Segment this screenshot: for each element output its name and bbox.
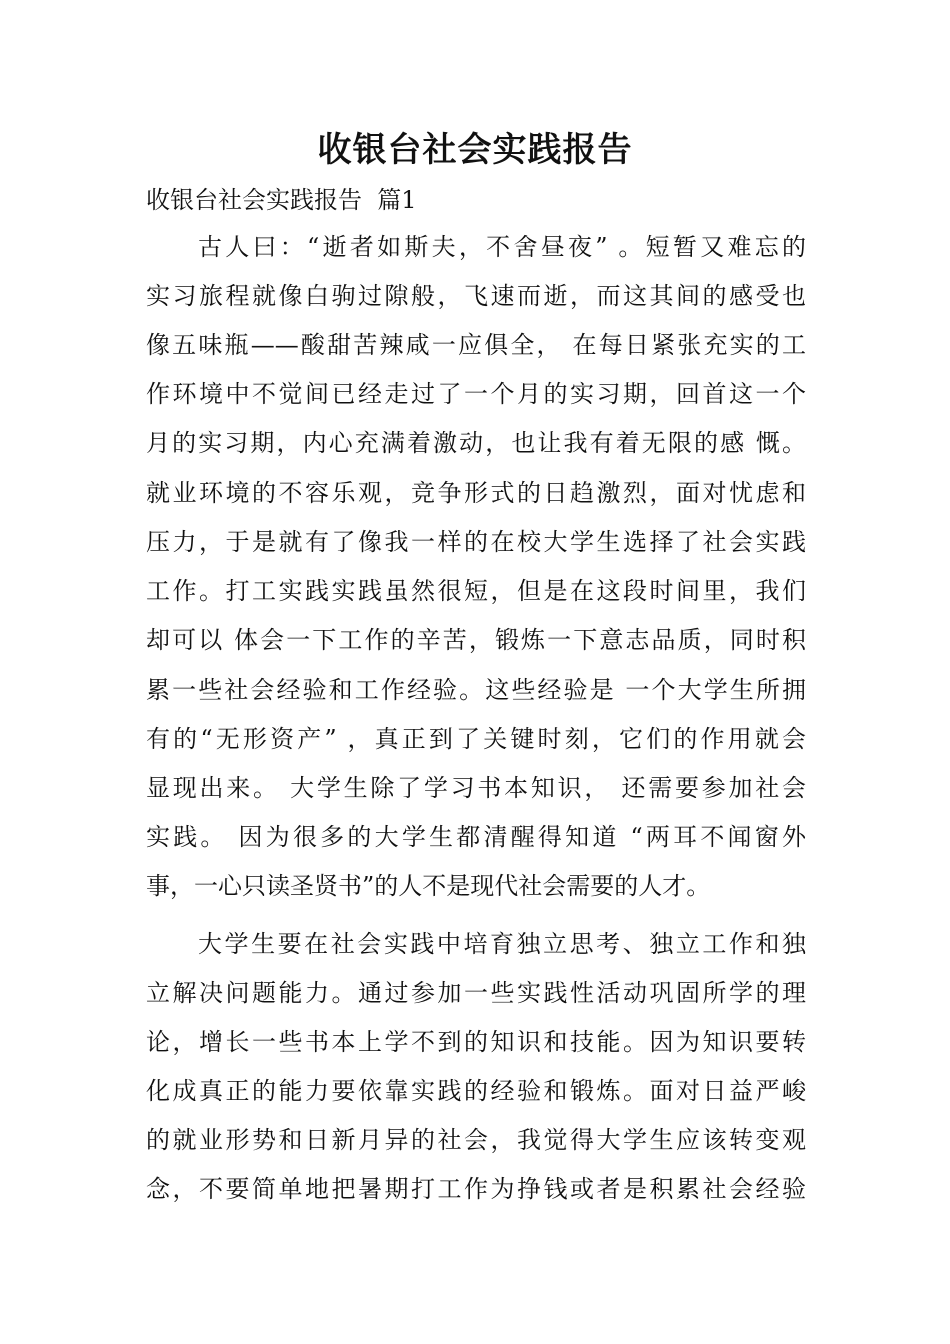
paragraph-line: 念，不要简单地把暑期打工作为挣钱或者是积累社会经验 [146, 1175, 806, 1203]
paragraph-line: 事，一心只读圣贤书”的人不是现代社会需要的人才。 [146, 872, 711, 900]
paragraph-line: 工作。打工实践实践虽然很短，但是在这段时间里，我们 [146, 577, 806, 605]
paragraph-line: 显现出来。 大学生除了学习书本知识， 还需要参加社会 [146, 774, 806, 802]
paragraph-line: 压力，于是就有了像我一样的在校大学生选择了社会实践 [146, 528, 806, 556]
paragraph-line: 作环境中不觉间已经走过了一个月的实习期，回首这一个 [146, 380, 806, 408]
document-title: 收银台社会实践报告 [317, 130, 633, 170]
paragraph-line: 实践。 因为很多的大学生都清醒得知道 “两耳不闻窗外 [146, 823, 806, 851]
paragraph-line: 累一些社会经验和工作经验。这些经验是 一个大学生所拥 [146, 676, 806, 704]
paragraph-line: 像五味瓶——酸甜苦辣咸一应俱全， 在每日紧张充实的工 [146, 331, 806, 359]
paragraph-line: 就业环境的不容乐观，竞争形式的日趋激烈，面对忧虑和 [146, 479, 806, 507]
paragraph-line: 古人曰：“逝者如斯夫，不舍昼夜” 。短暂又难忘的 [198, 233, 806, 261]
paragraph-line: 立解决问题能力。通过参加一些实践性活动巩固所学的理 [146, 979, 806, 1007]
paragraph-line: 的就业形势和日新月异的社会，我觉得大学生应该转变观 [146, 1126, 806, 1154]
paragraph-line: 化成真正的能力要依靠实践的经验和锻炼。面对日益严峻 [146, 1077, 806, 1105]
paragraph-line: 论，增长一些书本上学不到的知识和技能。因为知识要转 [146, 1028, 806, 1056]
paragraph-line: 实习旅程就像白驹过隙般，飞速而逝，而这其间的感受也 [146, 282, 806, 310]
paragraph-line: 有的“无形资产” ，真正到了关键时刻，它们的作用就会 [146, 725, 806, 753]
paragraph-line: 却可以 体会一下工作的辛苦，锻炼一下意志品质，同时积 [146, 626, 806, 654]
paragraph-line: 大学生要在社会实践中培育独立思考、独立工作和独 [198, 930, 806, 958]
document-subtitle: 收银台社会实践报告 篇1 [146, 186, 417, 214]
paragraph-line: 月的实习期，内心充满着激动，也让我有着无限的感 慨。 [146, 429, 806, 457]
